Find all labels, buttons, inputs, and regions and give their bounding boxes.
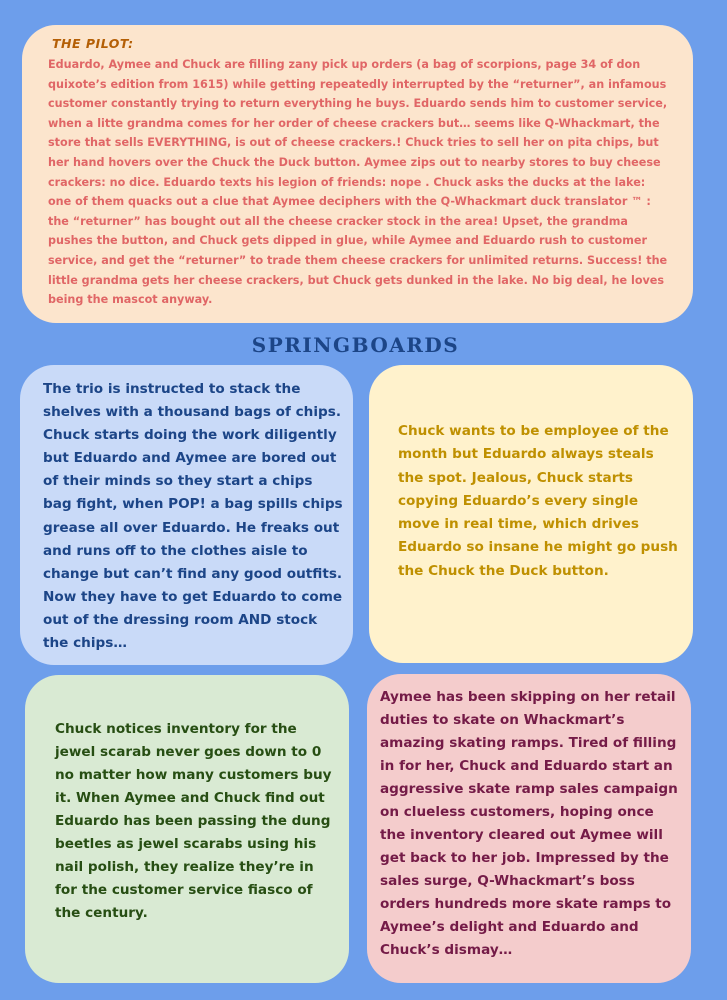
springboards-title: SPRINGBOARDS: [251, 333, 460, 357]
springboard-scarab-text: Chuck notices inventory for the jewel scarab never goes down to 0 no matter how many customers buy it. When Aymee and Chuck find out Eduardo has been passing the dung beetles as jewel scarabs using his nail polish, they realize they’re in for the customer service fiasco of the century.: [55, 721, 332, 921]
springboard-chips-text: The trio is instructed to stack the shelves with a thousand bags of chips. Chuck starts doing the work diligently but Eduardo and Aymee are bored out of their minds so they start a chips bag fight, when POP! a bag spills chips grease all over Eduardo. He freaks out and runs off to the clothes aisle to change but can’t find any good outfits. Now they have to get Eduardo to come out of the dressing room AND stock the chips…: [43, 381, 343, 652]
springboard-employee-text: Chuck wants to be employee of the month but Eduardo always steals the spot. Jealous, Chuck starts copying Eduardo’s every single move in real time, which drives Eduardo so insane he might go push the Chuck the Duck button.: [398, 423, 678, 579]
pilot-heading: THE PILOT:: [52, 36, 134, 51]
springboard-card-scarab: [25, 675, 349, 983]
springboard-card-employee: [369, 365, 693, 663]
springboard-skate-text: Aymee has been skipping on her retail duties to skate on Whackmart’s amazing skating ramps. Tired of filling in for her, Chuck and Eduardo start an aggressive skate ramp sales campaign on clueless customers, hoping once the inventory cleared out Aymee will get back to her job. Impressed by the sales surge, Q-Whackmart’s boss orders hundreds more skate ramps to Aymee’s delight and Eduardo and Chuck’s dismay…: [380, 689, 678, 958]
springboard-card-skate: [367, 674, 691, 983]
springboard-card-chips: [20, 365, 353, 665]
pilot-synopsis: Eduardo, Aymee and Chuck are filling zany pick up orders (a bag of scorpions, page 34 of don quixote’s edition from 1615) while getting repeatedly interrupted by the “returner”, an infamous customer constantly trying to return everything he buys. Eduardo sends him to customer service, when a litte grandma comes for her order of cheese crackers but… seems like Q-Whackmart, the store that sells EVERYTHING, is out of cheese crackers.! Chuck tries to sell her on pita chips, but her hand hovers over the Chuck the Duck button. Aymee zips out to nearby stores to buy cheese crackers: no dice. Eduardo texts his legion of friends: nope . Chuck asks the ducks at the lake: one of them quacks out a clue that Aymee deciphers with the Q-Whackmart duck translator ™ : the “returner” has bought out all the cheese cracker stock in the area! Upset, the grandma pushes the button, and Chuck gets dipped in glue, while Aymee and Eduardo rush to customer service, and get the “returner” to trade them cheese crackers for unlimited returns. Success! the little grandma gets her cheese crackers, but Chuck gets dunked in the lake. No big deal, he loves being the mascot anyway.: [48, 58, 668, 307]
pilot-card: [22, 25, 693, 323]
